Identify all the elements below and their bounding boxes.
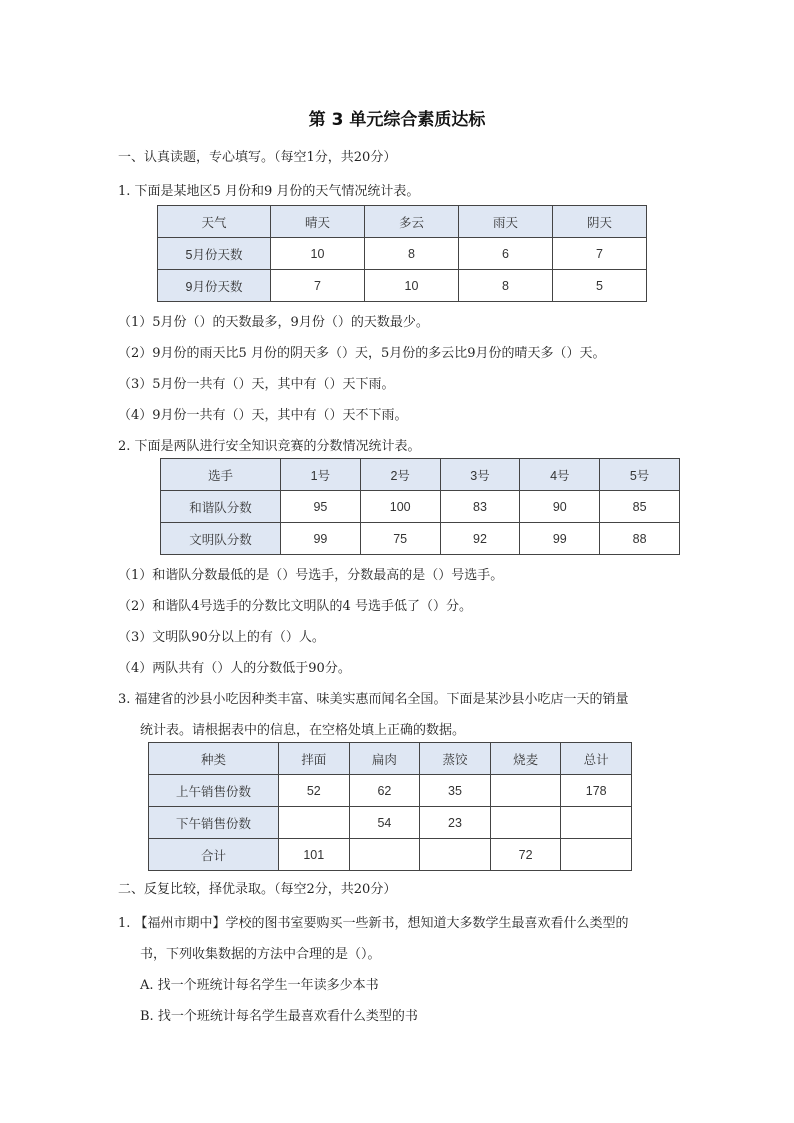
q2-sub-1: （1）和谐队分数最低的是（）号选手，分数最高的是（）号选手。 bbox=[118, 568, 504, 583]
weather-table-header-cell: 雨天 bbox=[459, 206, 553, 238]
sales-table-cell bbox=[561, 807, 632, 839]
snack-sales-table bbox=[148, 742, 632, 871]
sales-table-cell: 合计 bbox=[149, 839, 279, 871]
weather-table-header-cell: 阴天 bbox=[553, 206, 647, 238]
sales-table-cell: 52 bbox=[279, 775, 350, 807]
sales-table-cell: 下午销售份数 bbox=[149, 807, 279, 839]
weather-table-cell: 5月份天数 bbox=[158, 238, 271, 270]
score-table-header-cell: 5号 bbox=[600, 459, 680, 491]
q1-sub-2: （2）9月份的雨天比5 月份的阴天多（）天，5月份的多云比9月份的晴天多（）天。 bbox=[118, 346, 606, 361]
weather-table-cell: 9月份天数 bbox=[158, 270, 271, 302]
sales-table-row bbox=[149, 743, 632, 775]
option-a: A. 找一个班统计每名学生一年读多少本书 bbox=[140, 978, 379, 993]
weather-table-cell: 7 bbox=[553, 238, 647, 270]
q2-sub-2: （2）和谐队4号选手的分数比文明队的4 号选手低了（）分。 bbox=[118, 599, 472, 614]
score-table-cell: 100 bbox=[360, 491, 440, 523]
weather-table-row bbox=[158, 238, 647, 270]
score-table-cell: 75 bbox=[360, 523, 440, 555]
score-table-row bbox=[161, 523, 680, 555]
sales-table-cell: 72 bbox=[490, 839, 561, 871]
weather-table-header-cell: 多云 bbox=[365, 206, 459, 238]
score-table-cell: 99 bbox=[520, 523, 600, 555]
score-table-header-cell: 2号 bbox=[360, 459, 440, 491]
score-table-cell: 85 bbox=[600, 491, 680, 523]
weather-table-cell: 5 bbox=[553, 270, 647, 302]
s2-q1-line2: 书，下列收集数据的方法中合理的是（）。 bbox=[140, 947, 381, 962]
sales-table-row bbox=[149, 807, 632, 839]
score-table-row bbox=[161, 459, 680, 491]
quiz-score-table bbox=[160, 458, 680, 555]
sales-table-cell bbox=[420, 839, 491, 871]
section2-heading: 二、反复比较，择优录取。（每空2分，共20分） bbox=[118, 882, 397, 897]
q1-prompt: 1. 下面是某地区5 月份和9 月份的天气情况统计表。 bbox=[118, 184, 420, 199]
weather-table-cell: 10 bbox=[271, 238, 365, 270]
sales-table-row bbox=[149, 775, 632, 807]
score-table-cell: 99 bbox=[281, 523, 361, 555]
score-table-header-cell: 选手 bbox=[161, 459, 281, 491]
q1-sub-3: （3）5月份一共有（）天，其中有（）天下雨。 bbox=[118, 377, 395, 392]
sales-table-cell bbox=[279, 807, 350, 839]
weather-table-row bbox=[158, 270, 647, 302]
q1-sub-1: （1）5月份（）的天数最多，9月份（）的天数最少。 bbox=[118, 315, 429, 330]
sales-table-header-cell: 总计 bbox=[561, 743, 632, 775]
sales-table-header-cell: 扁肉 bbox=[349, 743, 420, 775]
sales-table-cell bbox=[490, 807, 561, 839]
sales-table-cell: 54 bbox=[349, 807, 420, 839]
page-title: 第 3 单元综合素质达标 bbox=[308, 110, 486, 130]
sales-table-header-cell: 蒸饺 bbox=[420, 743, 491, 775]
sales-table-cell bbox=[349, 839, 420, 871]
option-b: B. 找一个班统计每名学生最喜欢看什么类型的书 bbox=[140, 1009, 418, 1024]
weather-table-row bbox=[158, 206, 647, 238]
q2-sub-4: （4）两队共有（）人的分数低于90分。 bbox=[118, 661, 351, 676]
score-table-cell: 和谐队分数 bbox=[161, 491, 281, 523]
weather-table-cell: 8 bbox=[365, 238, 459, 270]
sales-table-cell bbox=[561, 839, 632, 871]
score-table-cell: 90 bbox=[520, 491, 600, 523]
q3-prompt-line2: 统计表。请根据表中的信息，在空格处填上正确的数据。 bbox=[140, 723, 466, 738]
sales-table-header-cell: 烧麦 bbox=[490, 743, 561, 775]
weather-table-header-cell: 晴天 bbox=[271, 206, 365, 238]
sales-table-cell: 178 bbox=[561, 775, 632, 807]
weather-table-cell: 8 bbox=[459, 270, 553, 302]
q2-sub-3: （3）文明队90分以上的有（）人。 bbox=[118, 630, 325, 645]
score-table-cell: 83 bbox=[440, 491, 520, 523]
sales-table-cell: 62 bbox=[349, 775, 420, 807]
q2-prompt: 2. 下面是两队进行安全知识竞赛的分数情况统计表。 bbox=[118, 439, 421, 454]
sales-table-cell: 101 bbox=[279, 839, 350, 871]
q3-prompt-line1: 3. 福建省的沙县小吃因种类丰富、味美实惠而闻名全国。下面是某沙县小吃店一天的销量 bbox=[118, 692, 629, 707]
score-table-row bbox=[161, 491, 680, 523]
weather-table-header-cell: 天气 bbox=[158, 206, 271, 238]
s2-q1-line1: 1. 【福州市期中】学校的图书室要购买一些新书，想知道大多数学生最喜欢看什么类型的 bbox=[118, 916, 629, 931]
score-table-cell: 92 bbox=[440, 523, 520, 555]
weather-table-cell: 6 bbox=[459, 238, 553, 270]
score-table-cell: 文明队分数 bbox=[161, 523, 281, 555]
sales-table-cell: 上午销售份数 bbox=[149, 775, 279, 807]
sales-table-header-cell: 拌面 bbox=[279, 743, 350, 775]
section1-heading: 一、认真读题，专心填写。（每空1分，共20分） bbox=[118, 150, 397, 165]
weather-table-cell: 10 bbox=[365, 270, 459, 302]
score-table-header-cell: 1号 bbox=[281, 459, 361, 491]
sales-table-cell: 35 bbox=[420, 775, 491, 807]
sales-table-header-cell: 种类 bbox=[149, 743, 279, 775]
score-table-cell: 95 bbox=[281, 491, 361, 523]
sales-table-cell bbox=[490, 775, 561, 807]
score-table-cell: 88 bbox=[600, 523, 680, 555]
weather-table-cell: 7 bbox=[271, 270, 365, 302]
q1-sub-4: （4）9月份一共有（）天，其中有（）天不下雨。 bbox=[118, 408, 408, 423]
sales-table-cell: 23 bbox=[420, 807, 491, 839]
sales-table-row bbox=[149, 839, 632, 871]
weather-table bbox=[157, 205, 647, 302]
score-table-header-cell: 4号 bbox=[520, 459, 600, 491]
score-table-header-cell: 3号 bbox=[440, 459, 520, 491]
